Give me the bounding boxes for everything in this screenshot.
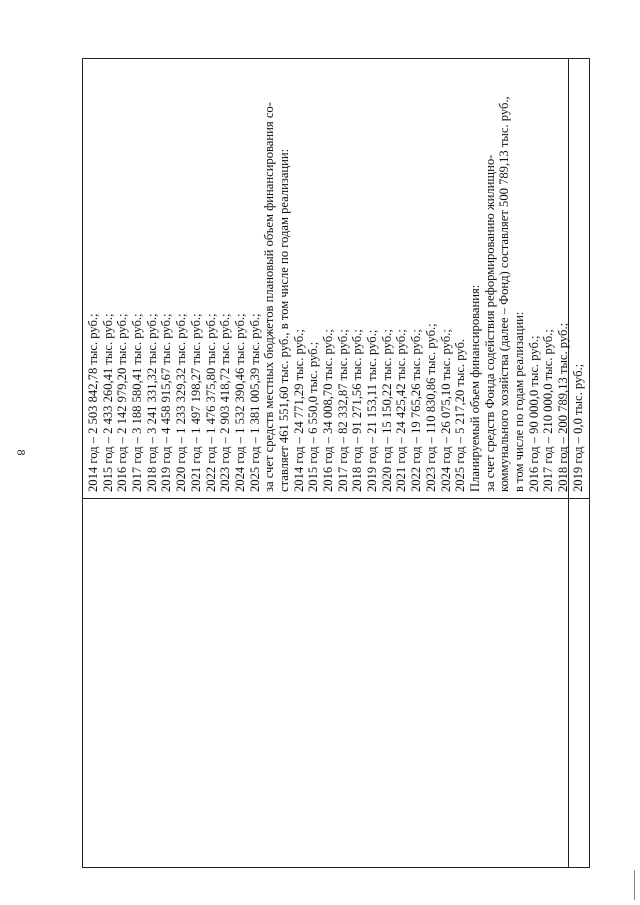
- text-line: ставляет 461 551,60 тыс. руб., в том числе по годам реализации:: [276, 148, 291, 492]
- text-line: 2016 год – 34 008,70 тыс. руб.;: [321, 329, 335, 492]
- text-line: 2025 год – 5 217,20 тыс. руб.: [453, 338, 468, 492]
- text-line: 2017 год – 3 188 580,41 тыс. руб.;: [130, 313, 145, 492]
- text-line: 2024 год – 26 075,10 тыс. руб.;: [438, 329, 453, 492]
- text-line: 2015 год – 6 550,0 тыс. руб.;: [306, 341, 321, 492]
- text-line: 2017 год – 210 000,0 тыс. руб.;: [541, 329, 556, 492]
- text-line: 2020 год – 15 150,22 тыс. руб.;: [379, 329, 394, 492]
- text-line: 2018 год – 200 789,13 тыс. руб.;: [556, 322, 570, 492]
- page-number: 8: [14, 449, 29, 456]
- text-line: 2019 год – 0,0 тыс. руб.;: [570, 363, 585, 492]
- text-line: 2018 год – 3 241 331,32 тыс. руб.;: [144, 313, 159, 492]
- text-line: 2016 год – 90 000,0 тыс. руб.;: [526, 335, 541, 492]
- text-line: 2023 год – 2 903 418,72 тыс. руб.;: [218, 313, 233, 492]
- text-line: 2021 год – 1 497 198,27 тыс. руб.;: [188, 313, 203, 492]
- text-line: 2022 год – 19 765,26 тыс. руб.;: [409, 329, 424, 492]
- text-line: в том числе по годам реализации:: [511, 311, 526, 492]
- scan-artifact: [634, 870, 635, 900]
- text-line: 2014 год – 2 503 842,78 тыс. руб.;: [86, 313, 100, 492]
- text-line: 2014 год – 24 771,29 тыс. руб.;: [291, 329, 306, 492]
- text-line: 2025 год – 1 381 005,39 тыс. руб.;: [247, 313, 262, 492]
- text-line: 2017 год – 82 332,87 тыс. руб.;: [335, 329, 350, 492]
- funding-text: [86, 82, 585, 492]
- text-line: за счет средств Фонда содействия реформированию жилищно-: [482, 154, 497, 492]
- text-line: 2022 год – 1 476 375,80 тыс. руб.;: [203, 313, 218, 492]
- text-line: 2019 год – 21 153,11 тыс. руб.;: [365, 329, 380, 492]
- text-line: 2023 год – 110 830,86 тыс. руб.;: [423, 323, 438, 492]
- rotated-table-cell: [86, 82, 585, 492]
- text-line: 2019 год – 4 458 915,67 тыс. руб.;: [159, 313, 174, 492]
- table-row-divider: [82, 498, 590, 499]
- text-line: 2020 год – 1 233 329,32 тыс. руб.;: [174, 313, 189, 492]
- text-line: за счет средств местных бюджетов плановый объем финансирования со-: [262, 102, 277, 492]
- text-line: 2021 год – 24 425,42 тыс. руб.;: [394, 329, 409, 492]
- text-line: коммунального хозяйства (далее – Фонд) составляет 500 789,13 тыс. руб.,: [497, 96, 512, 492]
- text-line: 2016 год – 2 142 979,20 тыс. руб.;: [115, 313, 130, 492]
- text-line: 2018 год – 91 271,56 тыс. руб.;: [350, 329, 365, 492]
- text-line: 2015 год – 2 433 260,41 тыс. руб.;: [100, 313, 115, 492]
- text-line: Планируемый объем финансирования:: [467, 284, 482, 492]
- text-line: 2024 год – 1 532 390,46 тыс. руб.;: [232, 313, 247, 492]
